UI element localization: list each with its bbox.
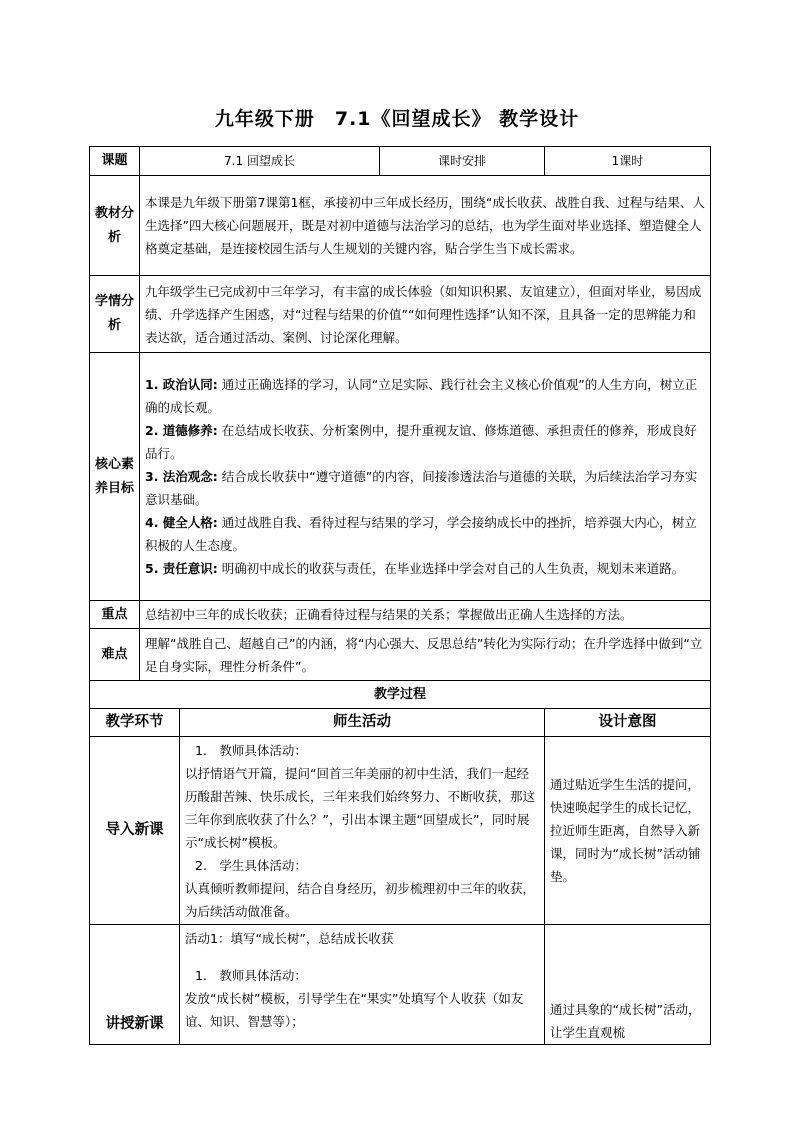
lecture-activity (180, 925, 545, 1045)
goal-item (145, 557, 705, 580)
difficulty-label: 难点 (90, 629, 140, 681)
lecture-row (90, 925, 711, 1045)
teacher-activity-heading: 1. 教师具体活动： (195, 742, 307, 758)
lesson-plan-table (89, 146, 711, 1045)
goal-heading: 2. 道德修养: (145, 423, 218, 438)
goal-item (145, 419, 705, 465)
difficulty-row (90, 629, 711, 681)
key-point-text: 总结初中三年的成长收获；正确看待过程与结果的关系；掌握做出正确人生选择的方法。 (140, 601, 711, 629)
goal-item (145, 373, 705, 419)
students-row (90, 276, 711, 353)
material-label: 教材分析 (90, 176, 140, 276)
key-point-label: 重点 (90, 601, 140, 629)
activity-title: 活动1：填写“成长树”，总结成长收获 (185, 931, 394, 946)
intro-stage: 导入新课 (90, 737, 180, 925)
goal-heading: 4. 健全人格: (145, 515, 218, 530)
student-activity-heading: 2. 学生具体活动： (195, 857, 307, 873)
teacher-activity-heading: 1. 教师具体活动： (195, 968, 307, 983)
hours-value: 1课时 (545, 147, 711, 176)
material-row (90, 176, 711, 276)
students-text: 九年级学生已完成初中三年学习，有丰富的成长体验（如知识积累、友谊建立），但面对毕业，易因成绩、升学选择产生困惑，对“过程与结果的价值”“如何理性选择”认知不深，且具备一定的思辨能力和表达欲，适合通过活动、案例、讨论深化理解。 (140, 276, 711, 353)
goal-text: 通过战胜自我、看待过程与结果的学习，学会接纳成长中的挫折，培养强大内心，树立积极的人生态度。 (145, 515, 697, 553)
student-activity-text: 认真倾听教师提问，结合自身经历，初步梳理初中三年的收获，为后续活动做准备。 (185, 880, 536, 919)
lecture-stage: 讲授新课 (90, 925, 180, 1045)
process-header-row (90, 709, 711, 737)
goal-heading: 3. 法治观念: (145, 469, 218, 484)
lecture-intent: 通过具象的“成长树”活动，让学生直观梳 (545, 925, 711, 1045)
col-stage-header: 教学环节 (90, 709, 180, 737)
goal-item (145, 511, 705, 557)
goal-item (145, 465, 705, 511)
page-title: 九年级下册 7.1《回望成长》 教学设计 (214, 108, 580, 130)
material-text: 本课是九年级下册第7课第1框，承接初中三年成长经历，围绕“成长收获、战胜自我、过程与结果、人生选择”四大核心问题展开，既是对初中道德与法治学习的总结，也为学生面对毕业选择、塑造健全人格奠定基础，是连接校园生活与人生规划的关键内容，贴合学生当下成长需求。 (140, 176, 711, 276)
goal-text: 结合成长收获中“遵守道德”的内容，间接渗透法治与道德的关联，为后续法治学习夯实意识基础。 (145, 469, 698, 507)
teacher-activity-text: 发放“成长树”模板，引导学生在“果实”处填写个人收获（如友谊、知识、智慧等）； (185, 991, 524, 1029)
goal-text: 在总结成长收获、分析案例中，提升重视友谊、修炼道德、承担责任的修养，形成良好品行。 (145, 423, 697, 461)
goal-heading: 1. 政治认同: (145, 377, 218, 392)
intro-activity (180, 737, 545, 925)
process-title: 教学过程 (90, 681, 711, 709)
intro-intent: 通过贴近学生生活的提问，快速唤起学生的成长记忆，拉近师生距离，自然导入新课，同时为“成长树”活动铺垫。 (545, 737, 711, 925)
topic-row (90, 147, 711, 176)
col-activity-header: 师生活动 (180, 709, 545, 737)
goal-heading: 5. 责任意识: (145, 561, 218, 576)
goal-text: 通过正确选择的学习，认同“立足实际、践行社会主义核心价值观”的人生方向，树立正确的成长观。 (145, 377, 698, 415)
topic-label: 课题 (90, 147, 140, 176)
topic-value: 7.1 回望成长 (140, 147, 380, 176)
intro-row (90, 737, 711, 925)
teacher-activity-text: 以抒情语气开篇，提问“回首三年美丽的初中生活，我们一起经历酸甜苦辣、快乐成长，三年来我们始终努力、不断收获，那这三年你到底收获了什么？”，引出本课主题“回望成长”，同时展示“成长树”模板。 (185, 765, 536, 850)
goals-list (140, 353, 711, 601)
hours-label: 课时安排 (380, 147, 545, 176)
process-title-row (90, 681, 711, 709)
difficulty-text: 理解“战胜自己、超越自己”的内涵，将“内心强大、反思总结”转化为实际行动；在升学选择中做到“立足自身实际，理性分析条件”。 (140, 629, 711, 681)
col-intent-header: 设计意图 (545, 709, 711, 737)
goals-label: 核心素养目标 (90, 353, 140, 601)
goal-text: 明确初中成长的收获与责任，在毕业选择中学会对自己的人生负责，规划未来道路。 (217, 561, 685, 576)
goals-row (90, 353, 711, 601)
students-label: 学情分析 (90, 276, 140, 353)
key-point-row (90, 601, 711, 629)
lesson-plan-frame (89, 146, 710, 1040)
